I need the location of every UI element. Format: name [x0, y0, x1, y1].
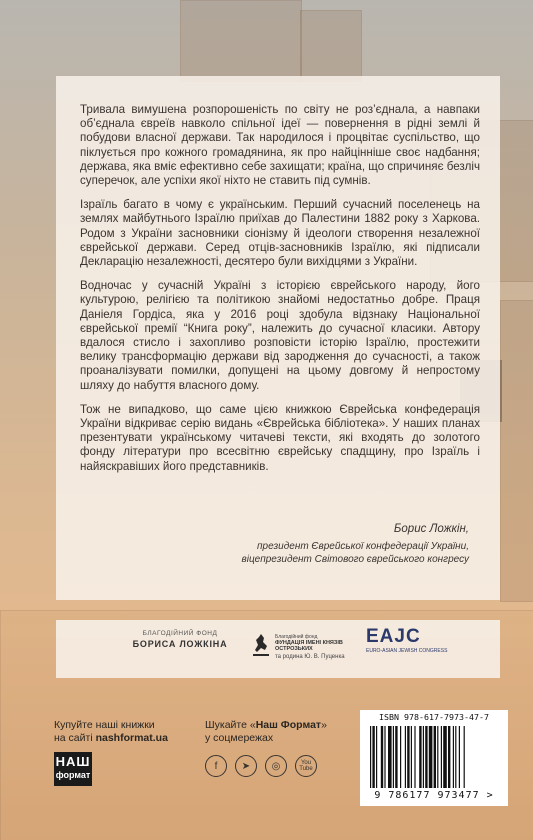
isbn-barcode — [360, 710, 508, 806]
barcode-number: 9 786177 973477 > — [374, 790, 494, 801]
barcode-bar — [437, 726, 438, 788]
barcode-bar — [376, 726, 377, 788]
signature-role-1: президент Єврейської конфедерації України, — [257, 541, 469, 552]
barcode-bar — [459, 726, 460, 788]
barcode-bar — [453, 726, 454, 788]
social-search-note — [205, 719, 327, 745]
logo-bottom-text: формат — [55, 770, 91, 780]
search-line-1 — [205, 719, 327, 732]
nash-format-logo — [54, 752, 92, 786]
barcode-bar — [423, 726, 424, 788]
site-link[interactable]: nashformat.ua — [95, 732, 168, 744]
paragraph-4: Тож не випадково, що саме цією книжкою Єврейська конфедерація України відкриває серію видань «Єврейська бібліотека». У наших планах презентувати українському читачеві тексти, які входять до золотого фонду літератури про всесвітню єврейську спадщину, про Ізраїль і найяскравіших його представників. — [80, 402, 480, 473]
paragraph-3: Водночас у сучасній Україні з історією єврейського народу, його культурою, релігією та політикою знайомі недостатньо добре. Праця Даніеля Гордіса, яка у 2016 році здобула відзнаку Національної єврейської премії “Книга року”, належить до сучасної класики. Автору вдалося стисло і захопливо розповісти історію Ізраїлю, простежити велику трансформацію держави від зародження до сучасності, а також проаналізувати помилки, допущені на цьому довгому й непростому шляху до набуття власного дому. — [80, 279, 480, 392]
barcode-bar — [464, 726, 465, 788]
buy-line-1: Купуйте наші книжки — [54, 719, 155, 731]
barcode-bar — [443, 726, 447, 788]
buy-line-2 — [54, 732, 168, 745]
barcode-bar — [434, 726, 436, 788]
barcode-bars — [370, 726, 498, 788]
buy-books-note — [54, 719, 168, 745]
barcode-bar — [393, 726, 394, 788]
barcode-bar — [425, 726, 427, 788]
instagram-icon[interactable]: ◎ — [265, 755, 287, 777]
eajc-logo: EAJC — [366, 626, 421, 647]
sponsor-1-label: БЛАГОДІЙНИЙ ФОНД — [142, 630, 218, 637]
sponsors-strip — [56, 620, 500, 678]
barcode-bar — [429, 726, 433, 788]
barcode-bar — [372, 726, 374, 788]
barcode-bar — [411, 726, 412, 788]
barcode-bar — [381, 726, 383, 788]
barcode-bar — [405, 726, 406, 788]
search-prefix: Шукайте « — [205, 719, 256, 731]
barcode-bar — [384, 726, 385, 788]
barcode-bar — [388, 726, 392, 788]
buy-prefix: на сайті — [54, 732, 96, 744]
barcode-bar — [441, 726, 442, 788]
eajc-subtitle: EURO-ASIAN JEWISH CONGRESS — [366, 648, 448, 654]
signature-block — [242, 523, 470, 566]
horse-rider-icon — [251, 632, 271, 658]
signature-name: Борис Ложкін, — [393, 523, 469, 535]
search-suffix: » — [321, 719, 327, 731]
search-brand: Наш Формат — [255, 719, 322, 731]
barcode-bar — [419, 726, 421, 788]
sponsor-2-label: Благодійний фонд — [275, 634, 318, 640]
search-line-2: у соцмережах — [205, 732, 274, 744]
paragraph-2: Ізраїль багато в чому є українським. Перший сучасний поселенець на землях майбутнього Ізраїлю приїхав до Палестини 1882 року з Харкова. Родом з України засновники сіонізму й ідеологи створення незалежної єврейської держави. Серед отців-засновників Ізраїлю, які підписали Декларацію незалежності, десятеро були вихідцями з України. — [80, 198, 480, 269]
body-text — [80, 103, 480, 484]
facebook-icon[interactable]: f — [205, 755, 227, 777]
sponsor-eajc — [366, 626, 456, 654]
barcode-bar — [395, 726, 397, 788]
sponsor-lozhkin-fund — [130, 630, 230, 649]
youtube-icon[interactable]: You Tube — [295, 755, 317, 777]
paragraph-1: Тривала вимушена розпорошеність по світу не роз’єднала, а навпаки об’єднала євреїв навколо спільної ідеї — повернення в рідні землі й побудови власної держави. Так народилося і процвітає суспільство, що піклується про кожного громадянина, як про найцінніше своє надбання; держава, яка вміє ефективно себе захищати; країна, що спричиняє безліч суперечок, але успіхи якої ніхто не ставить під сумнів. — [80, 103, 480, 188]
social-icons — [205, 755, 317, 777]
barcode-bar — [370, 726, 371, 788]
barcode-bar — [414, 726, 415, 788]
barcode-bar — [448, 726, 450, 788]
logo-top-text: НАШ — [55, 754, 91, 769]
telegram-icon[interactable]: ➤ — [235, 755, 257, 777]
barcode-bar — [400, 726, 401, 788]
sponsor-1-name: БОРИСА ЛОЖКІНА — [132, 639, 228, 649]
barcode-bar — [455, 726, 456, 788]
barcode-bar — [407, 726, 409, 788]
isbn-text: ISBN 978-617-7973-47-7 — [379, 712, 489, 722]
signature-role-2: віцепрезидент Світового єврейського конгресу — [241, 554, 469, 565]
sponsor-ostrozky-foundation — [251, 628, 361, 672]
sponsor-2-family: та родина Ю. В. Пуценка — [275, 654, 345, 660]
sponsor-2-name: ФУНДАЦІЯ ІМЕНІ КНЯЗІВ ОСТРОЗЬКИХ — [275, 640, 343, 652]
